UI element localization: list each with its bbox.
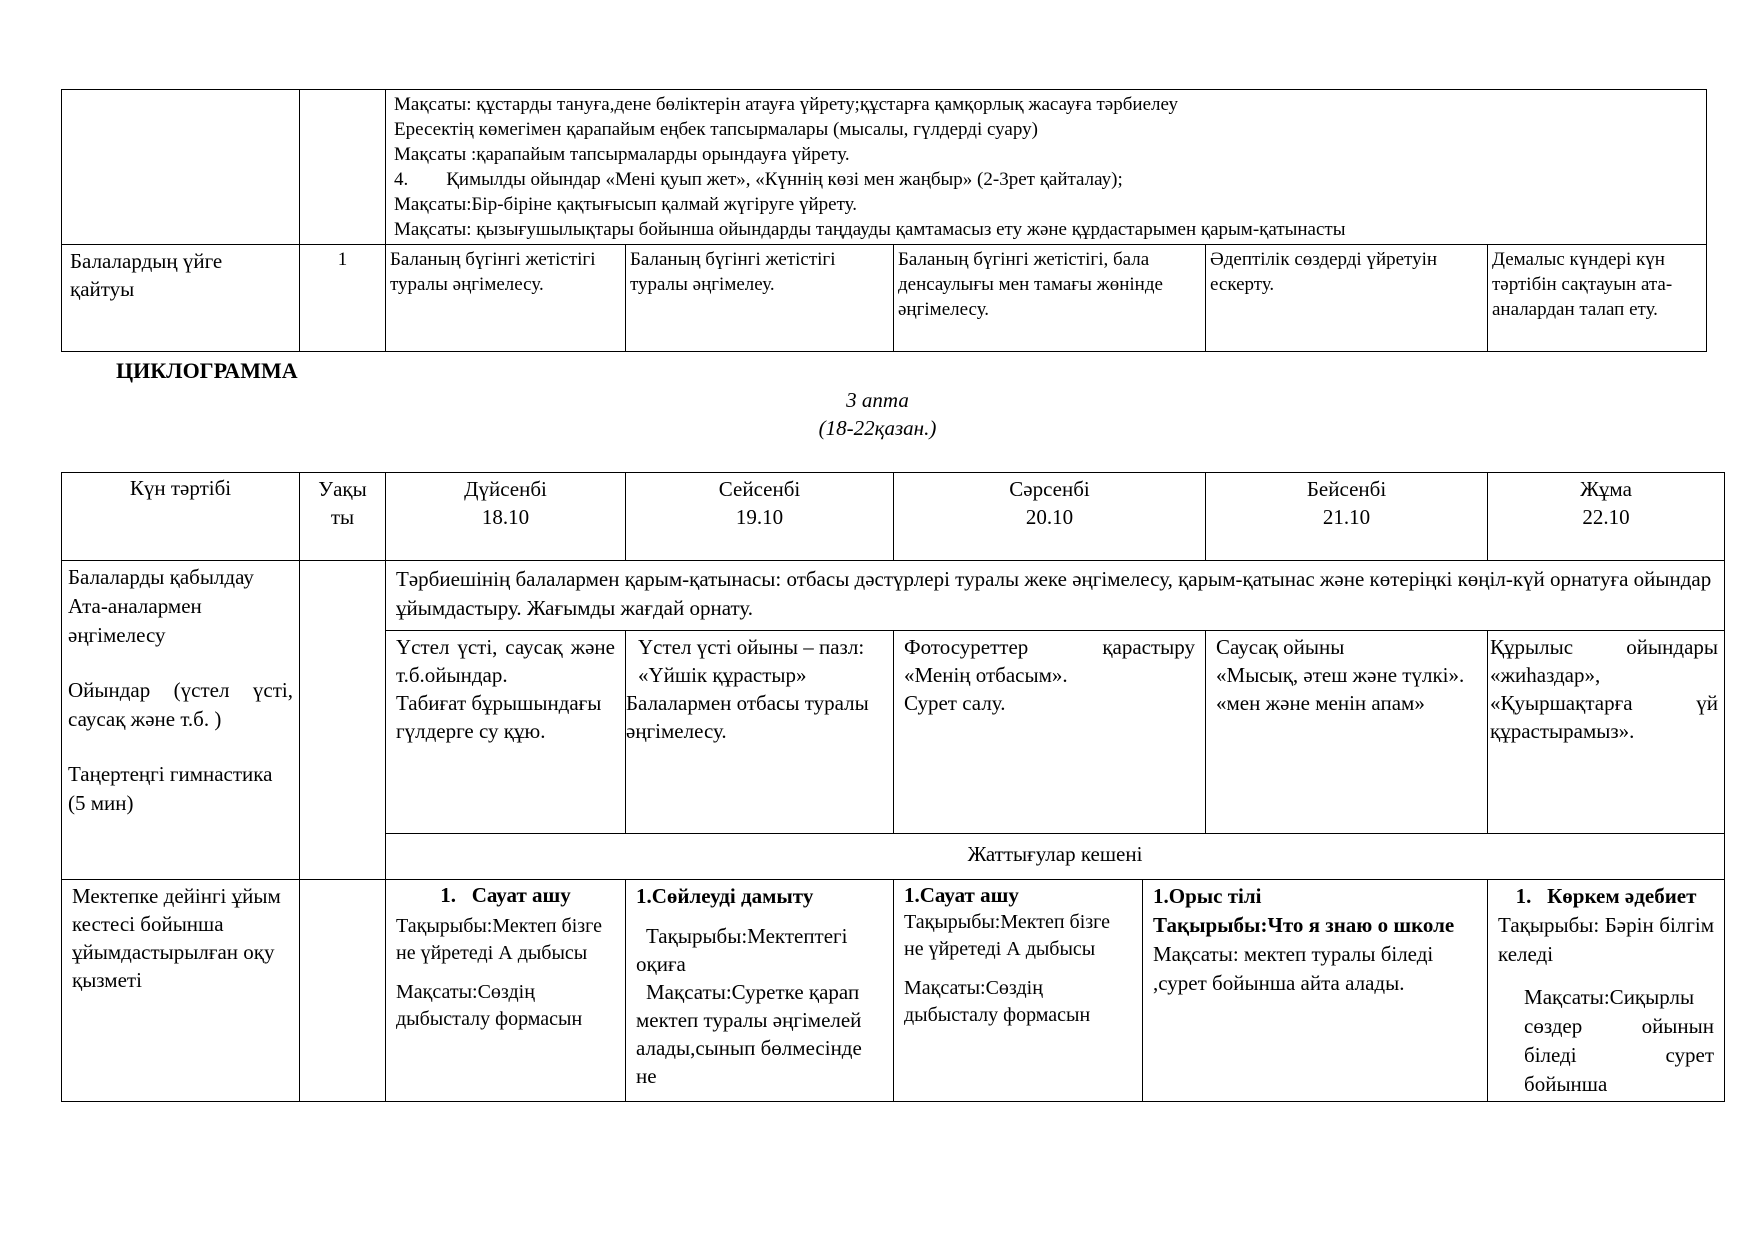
activity-line: Ересектің көмегімен қарапайым еңбек тапсырмалары (мысалы, гүлдерді суару) [394,119,1038,140]
games-fri [1488,631,1725,834]
lesson-thu-goal: Мақсаты: мектеп туралы біледі ,сурет бойынша айта алады. [1153,942,1434,995]
games-thu-line: Саусақ ойыны [1216,635,1345,659]
lesson-wed-title: 1.Сауат ашу [904,883,1019,907]
games-wed-line: Фотосуреттер қарастыру «Менің отбасым». [904,635,1196,687]
lesson-thu-topic: Тақырыбы:Что я знаю о школе [1153,913,1455,937]
lessons-label: Мектепке дейінгі ұйым кестесі бойынша ұйымдастырылған оқу қызметі [62,880,300,1102]
games-fri-line: Құрылыс ойындары «жиһаздар», [1490,635,1719,687]
day-name: Жұма [1580,477,1632,501]
games-tue-line: Балалармен отбасы туралы әңгімелесу. [626,691,869,743]
header-regime: Күн тәртібі [62,473,300,561]
day-name: Дүйсенбі [464,477,547,501]
activity-line: Мақсаты: құстарды тануға,дене бөліктерін атауға үйрету;құстарға қамқорлық жасауға тәрбиелеу [394,94,1178,115]
previous-day-table [61,89,1707,352]
lesson-wed-goal: Мақсаты:Сөздің дыбысталу формасын [904,977,1091,1026]
schedule-table [61,472,1725,1102]
activity-line: Мақсаты :қарапайым тапсырмаларды орындауға үйрету. [394,144,850,165]
activity-line: Мақсаты: қызығушылықтары бойынша ойындарды таңдауды қамтамасыз ету және құрдастарымен қарым-қатынасты [394,219,1346,240]
games-tue-line: Үстел үсті ойыны – пазл: [638,635,865,659]
return-home-fri: Демалыс күндері күн тәртібін сақтауын ата-аналардан талап ету. [1488,245,1707,352]
return-home-wed: Баланың бүгінгі жетістігі, бала денсаулығы мен тамағы жөнінде әңгімелесу. [894,245,1206,352]
lesson-fri-goal: Мақсаты:Сиқырлы сөздер ойынын біледі сурет бойынша [1524,985,1715,1096]
lesson-tue [626,880,894,1102]
games-thu-line: «Мысық, әтеш және түлкі». [1216,663,1465,687]
header-day-tue [626,473,894,561]
return-home-label: Балалардың үйге қайтуы [62,245,300,352]
lesson-wed [894,880,1143,1102]
day-date: 20.10 [1025,505,1074,529]
lesson-mon-topic: Тақырыбы:Мектеп бізге не үйретеді А дыбысы [396,915,602,964]
cyclogram-heading: ЦИКЛОГРАММА [116,358,298,383]
lesson-fri [1488,880,1725,1102]
reception-row [62,561,1725,631]
reception-label-1: Балаларды қабылдау [68,565,254,589]
reception-label-cell [62,561,300,880]
lesson-tue-topic: Тақырыбы:Мектептегі оқиға [636,924,848,976]
lesson-tue-goal: Мақсаты:Суретке қарап мектеп туралы әңгімелей алады,сынып бөлмесінде не [636,980,862,1088]
activity-time-cell [300,90,386,245]
lesson-mon-goal: Мақсаты:Сөздің дыбысталу формасын [396,981,583,1030]
lesson-tue-title: 1.Сөйлеуді дамыту [636,884,814,908]
day-date: 21.10 [1322,505,1371,529]
games-fri-line: «Қуыршақтарға үй құрастырамыз». [1490,691,1719,743]
day-name: Сейсенбі [718,477,801,501]
games-tue [626,631,894,834]
header-day-mon [386,473,626,561]
games-tue-line: «Үйшік құрастыр» [638,663,807,687]
activity-description-cell [386,90,1707,245]
lesson-fri-topic: Тақырыбы: Бәрін білгім келеді [1498,913,1715,966]
lessons-row [62,880,1725,1102]
lesson-mon-title: 1. Сауат ашу [440,883,571,907]
lesson-wed-topic: Тақырыбы:Мектеп бізге не үйретеді А дыбысы [904,911,1110,960]
activity-line: 4. Қимылды ойындар «Мені қуып жет», «Күннің көзі мен жаңбыр» (2-3рет қайталау); [394,169,1123,190]
lessons-time-cell [300,880,386,1102]
games-mon-line: Үстел үсті, саусақ және т.б.ойындар. [396,635,615,687]
games-thu-line: «мен және менін апам» [1216,691,1425,715]
lesson-mon [386,880,626,1102]
lesson-thu-title: 1.Орыс тілі [1153,884,1262,908]
lesson-fri-title: 1. Көркем әдебиет [1515,884,1697,908]
games-mon [386,631,626,834]
header-time: Уақы ты [300,473,386,561]
activity-label-cell [62,90,300,245]
day-name: Сәрсенбі [1009,477,1090,501]
week-label: 3 апта [846,388,909,412]
games-mon-line: Табиғат бұрышындағы гүлдерге су құю. [396,691,602,743]
exercises-cell: Жаттығулар кешені [386,834,1725,880]
reception-label-2: Ата-аналармен әңгімелесу [68,594,202,647]
day-name: Бейсенбі [1306,477,1387,501]
teacher-note: Тәрбиешінің балалармен қарым-қатынасы: отбасы дәстүрлері туралы жеке әңгімелесу, қарым-қатынас және көтеріңкі көңіл-күй орнатуға ойындар ұйымдастыру. Жағымды жағдай орнату. [386,561,1725,631]
reception-label-4: Таңертеңгі гимнастика (5 мин) [68,762,273,815]
day-date: 18.10 [481,505,530,529]
lesson-thu [1143,880,1488,1102]
games-wed [894,631,1206,834]
day-date: 19.10 [735,505,784,529]
header-day-thu [1206,473,1488,561]
games-wed-line: Сурет салу. [904,691,1006,715]
reception-label-3: Ойындар (үстел үсті, саусақ және т.б. ) [68,678,293,731]
header-day-fri [1488,473,1725,561]
return-home-row [62,245,1707,352]
header-day-wed [894,473,1206,561]
day-date: 22.10 [1582,505,1630,529]
activity-line: Мақсаты:Бір-біріне қақтығысып қалмай жүгіруге үйрету. [394,194,857,215]
activity-row [62,90,1707,245]
return-home-tue: Баланың бүгінгі жетістігі туралы әңгімелеу. [626,245,894,352]
week-dates: (18-22қазан.) [818,416,937,440]
return-home-thu: Әдептілік сөздерді үйретуін ескерту. [1206,245,1488,352]
return-home-time: 1 [300,245,386,352]
return-home-mon: Баланың бүгінгі жетістігі туралы әңгімелесу. [386,245,626,352]
schedule-header-row [62,473,1725,561]
reception-time-cell [300,561,386,880]
games-thu [1206,631,1488,834]
